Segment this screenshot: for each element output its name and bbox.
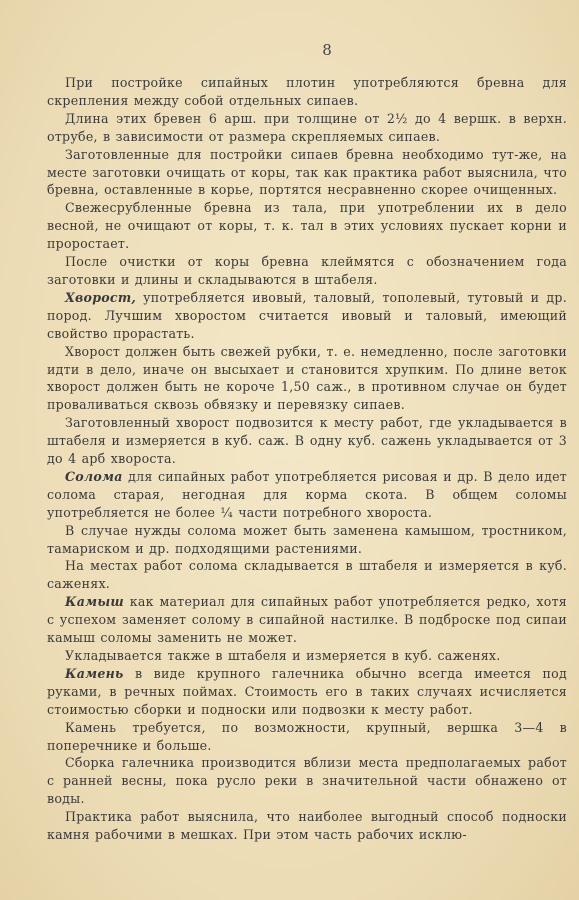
body-text bbox=[47, 74, 567, 844]
paragraph-term: Хворост, bbox=[65, 289, 137, 305]
paragraph bbox=[47, 808, 567, 844]
paragraph bbox=[47, 719, 567, 755]
paragraph bbox=[47, 74, 567, 110]
paragraph bbox=[47, 289, 567, 343]
paragraph-text: На местах работ солома складывается в штабеля и измеряется в куб. саженях. bbox=[47, 558, 567, 592]
paragraph bbox=[47, 593, 567, 647]
paragraph-text: В случае нужды солома может быть заменена камышом, тростником, тамариском и др. подходящими растениями. bbox=[47, 522, 567, 556]
paragraph-text: После очистки от коры бревна клеймятся с обозначением года заготовки и длины и складываются в штабеля. bbox=[47, 254, 567, 287]
paragraph-text: Заготовленный хворост подвозится к месту работ, где укладывается в штабеля и измеряется в куб. саж. В одну куб. сажень укладывается от 3 до 4 арб хвороста. bbox=[47, 415, 567, 467]
paragraph bbox=[47, 522, 567, 558]
paragraph-text: для сипайных работ употребляется рисовая и др. В дело идет солома старая, негодная для корма скота. В общем соломы употребляется не более ¼ части потребного хвороста. bbox=[47, 468, 567, 520]
paragraph-text: в виде крупного галечника обычно всегда имеется под руками, в речных поймах. Стоимость его в таких случаях исчисляется стоимостью сборки и подноски или подвозки к месту работ. bbox=[47, 665, 567, 717]
paragraph-text: При постройке сипайных плотин употребляются бревна для скрепления между собой отдельных сипаев. bbox=[47, 75, 567, 108]
paragraph-term: Камень bbox=[65, 665, 124, 681]
paragraph-text: Сборка галечника производится вблизи места предполагаемых работ с ранней весны, пока русло реки в значительной части обнажено от воды. bbox=[47, 755, 567, 807]
paragraph bbox=[47, 557, 567, 593]
paragraph bbox=[47, 647, 567, 665]
paragraph-text: Укладывается также в штабеля и измеряется в куб. саженях. bbox=[65, 648, 501, 663]
paragraph bbox=[47, 253, 567, 289]
paragraph bbox=[47, 414, 567, 468]
paragraph-text: Длина этих бревен 6 арш. при толщине от 2½ до 4 вершк. в верхн. отрубе, в зависимости от размера скрепляемых сипаев. bbox=[47, 110, 567, 144]
paragraph bbox=[47, 110, 567, 146]
paragraph-term: Камыш bbox=[65, 594, 124, 610]
paragraph bbox=[47, 665, 567, 719]
paragraph-text: употребляется ивовый, таловый, тополевый, тутовый и др. пород. Лучшим хворостом считается ивовый и таловый, имеющий свойство прорастать. bbox=[47, 289, 567, 341]
paragraph-text: Хворост должен быть свежей рубки, т. е. немедленно, после заготовки идти в дело, иначе он высыхает и становится хрупким. По длине веток хворост должен быть не короче 1,50 саж., в противном случае он будет проваливаться сквозь обвязку и перевязку сипаев. bbox=[47, 343, 567, 413]
paragraph-text: как материал для сипайных работ употребляется редко, хотя с успехом заменяет солому в сипайной настилке. В подброске под сипаи камыш соломы заменить не может. bbox=[47, 594, 567, 646]
paragraph-term: Солома bbox=[65, 468, 123, 484]
paragraph bbox=[47, 754, 567, 808]
paragraph bbox=[47, 146, 567, 200]
paragraph-text: Заготовленные для постройки сипаев бревна необходимо тут-же, на месте заготовки очищать от коры, так как практика работ выяснила, что бревна, оставленные в корье, портятся несравненно скорее очищенных. bbox=[47, 146, 567, 198]
paragraph-text: Практика работ выяснила, что наиболее выгодный способ подноски камня рабочими в мешках. При этом часть рабочих исклю- bbox=[47, 809, 567, 843]
paragraph bbox=[47, 468, 567, 522]
paragraph-text: Камень требуется, по возможности, крупный, вершка 3—4 в поперечнике и больше. bbox=[47, 719, 567, 753]
paragraph bbox=[47, 199, 567, 253]
page-number: 8 bbox=[322, 41, 332, 59]
paragraph bbox=[47, 343, 567, 415]
paragraph-text: Свежесрубленные бревна из тала, при употреблении их в дело весной, не очищают от коры, т. к. тал в этих условиях пускает корни и пророcтает. bbox=[47, 200, 567, 252]
